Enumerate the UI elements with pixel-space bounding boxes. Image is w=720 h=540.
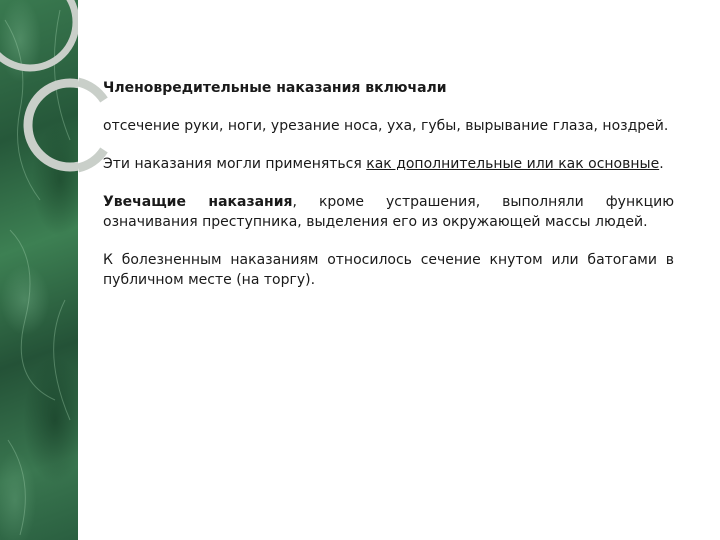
- maiming-term: Увечащие наказания: [103, 194, 293, 210]
- paragraph-painful: К болезненным наказаниям относилось сечение кнутом или батогами в публичном месте (на торгу).: [103, 252, 674, 288]
- additional-or-main-link[interactable]: как дополнительные или как основные: [366, 156, 660, 172]
- slide-heading: Членовредительные наказания включали: [103, 80, 447, 96]
- paragraph-application: [103, 154, 674, 174]
- paragraph-mutilation-list: отсечение руки, ноги, урезание носа, уха, губы, вырывание глаза, ноздрей.: [103, 118, 669, 134]
- maiming-description: , кроме устрашения, выполняли функцию означивания преступника, выделения его из окружающей массы людей.: [103, 194, 674, 230]
- paragraph-application-prefix: Эти наказания могли применяться: [103, 156, 367, 172]
- paragraph-maiming: [103, 192, 674, 232]
- slide-content: [103, 78, 674, 308]
- paragraph-application-suffix: .: [659, 156, 664, 172]
